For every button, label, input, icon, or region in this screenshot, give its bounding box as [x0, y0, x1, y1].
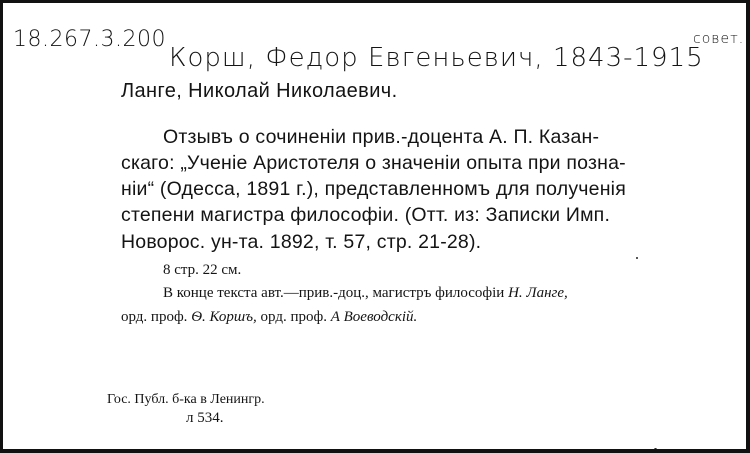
stamp-text: совет. [693, 31, 745, 47]
ink-speck [636, 257, 638, 259]
title-line-3: ніи“ (Одесса, 1891 г.), представленномъ для полученія [121, 178, 626, 200]
note-line-1-name: Н. Ланге, [508, 285, 568, 301]
title-line-1: Отзывъ о сочиненіи прив.-доцента А. П. Казан- [163, 126, 600, 148]
title-line-2: скаго: „Ученіе Аристотеля о значеніи опыта при позна- [121, 152, 626, 174]
author-name: Ланге, Николай Николаевич. [121, 80, 398, 102]
collation: 8 стр. 22 см. [163, 262, 242, 278]
note-line-2-prefix: орд. проф. [121, 309, 192, 325]
note-line-2-name-1: Ѳ. Коршъ, [191, 309, 257, 325]
note-line-1-text: В конце текста авт.—прив.-доц., магистръ философіи [163, 285, 509, 301]
title-line-5: Новорос. ун-та. 1892, т. 57, стр. 21-28). [121, 231, 482, 253]
note-line-1 [163, 285, 568, 302]
title-line-4: степени магистра философіи. (Отт. из: Записки Имп. [121, 204, 611, 226]
ink-speck [654, 448, 657, 451]
library-line: Гос. Публ. б-ка в Ленингр. [107, 392, 265, 407]
handwritten-heading: Корш, Федор Евгеньевич, 1843-1915 [169, 43, 704, 73]
note-line-2-name-2: А Воеводскій. [330, 309, 418, 325]
note-line-2 [121, 309, 417, 326]
library-number: л 534. [186, 410, 224, 426]
note-line-2-middle: орд. проф. [256, 309, 331, 325]
call-number: 18.267.3.200 [13, 27, 166, 52]
